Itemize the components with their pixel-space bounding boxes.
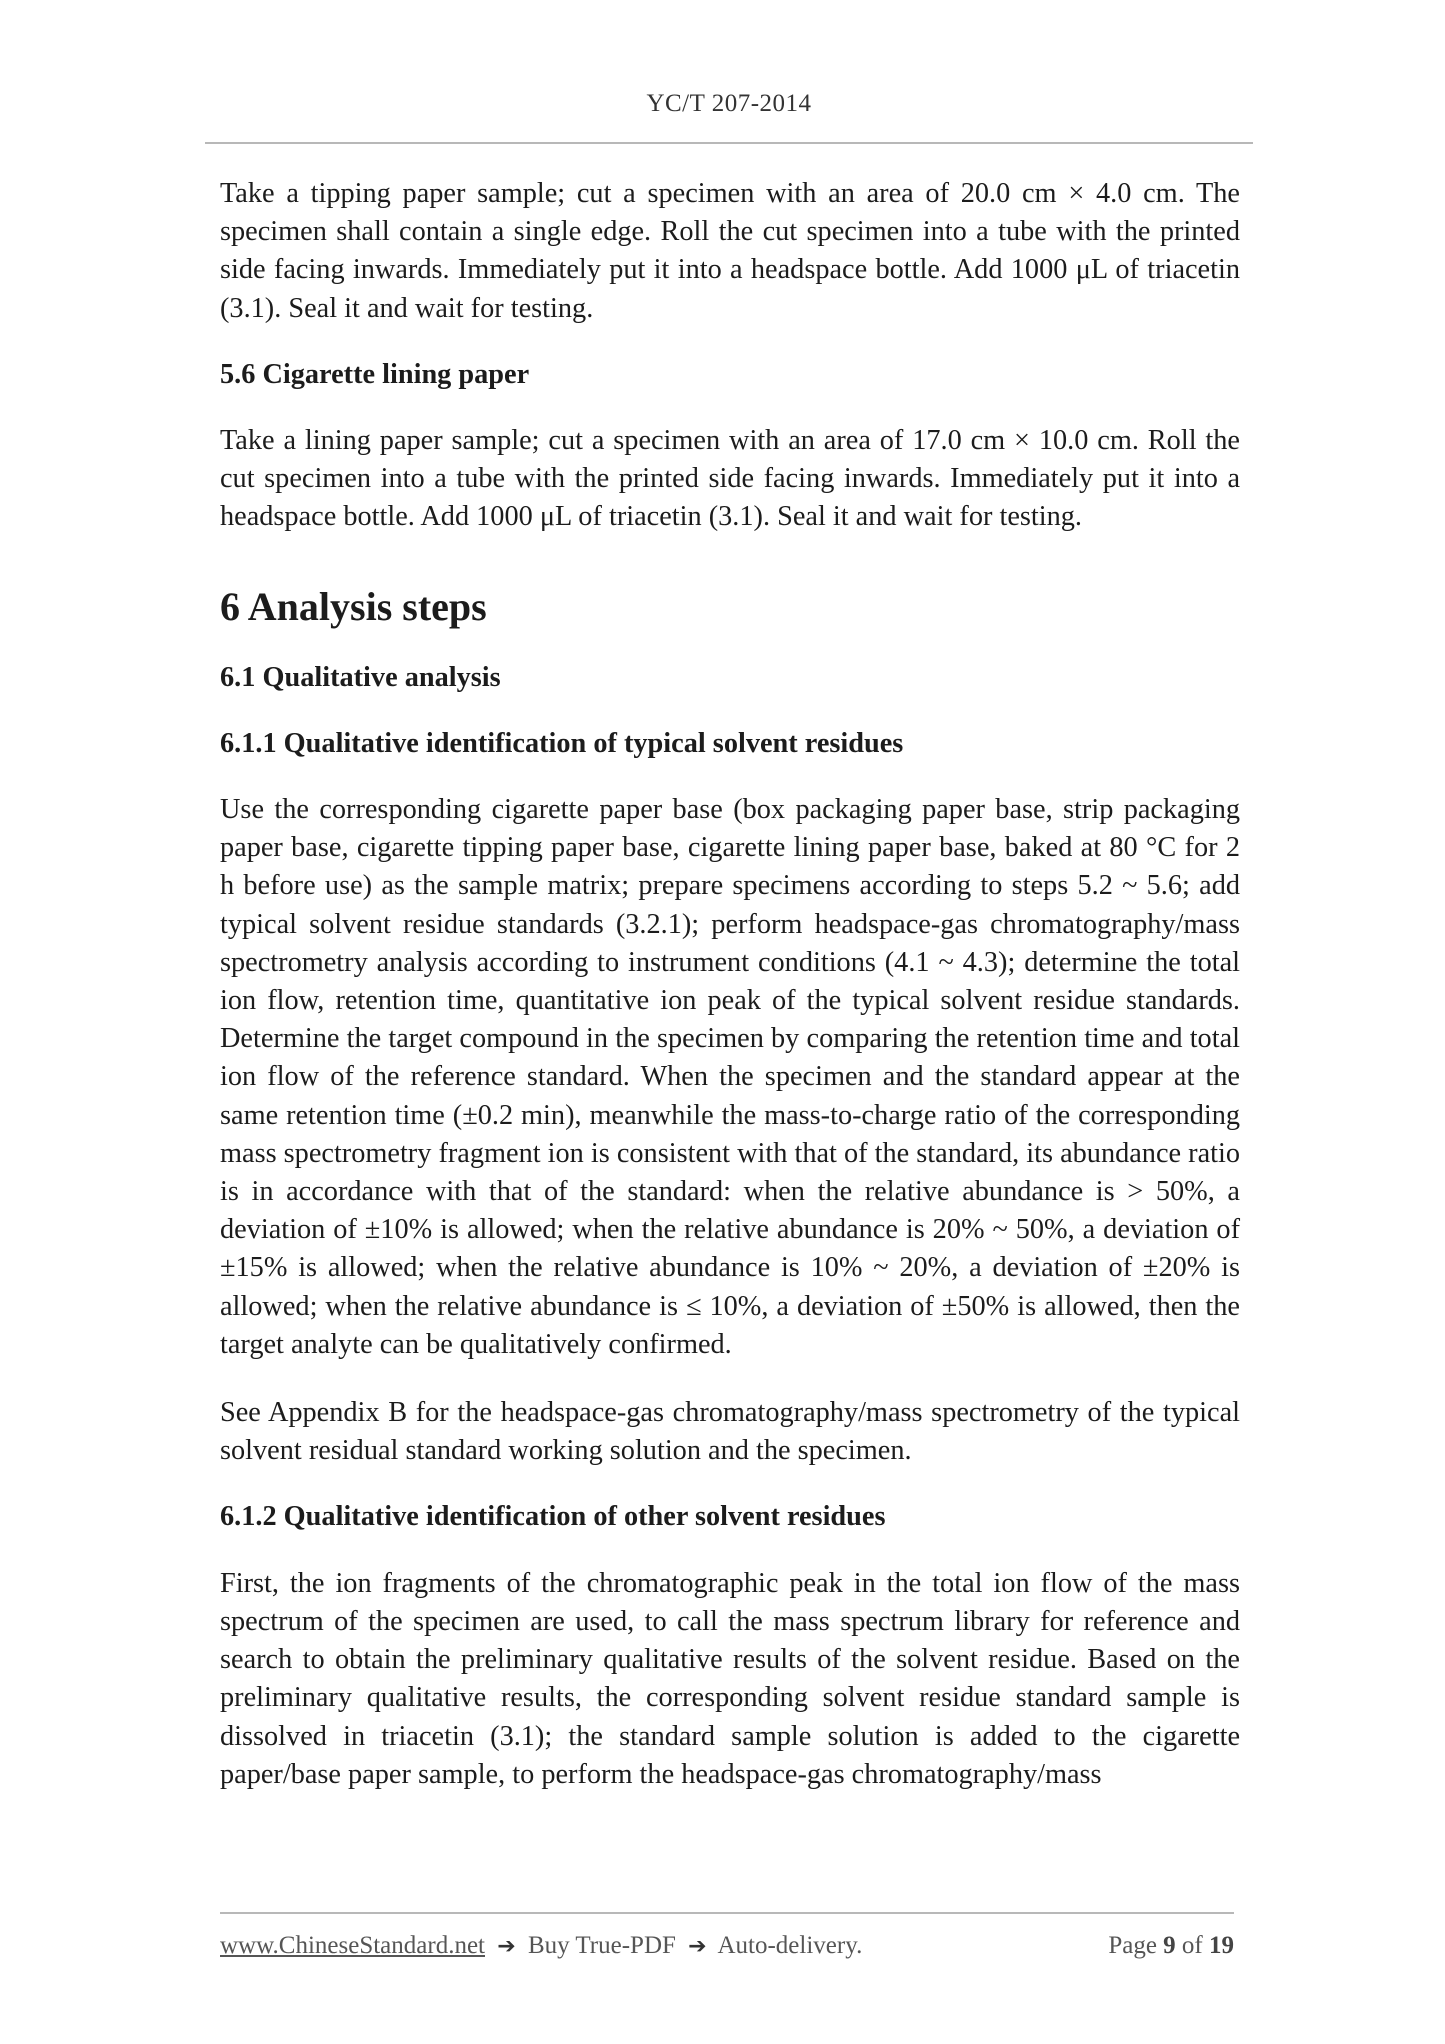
section-heading-5-6: 5.6 Cigarette lining paper: [220, 358, 530, 390]
page-number: [1108, 1932, 1234, 1960]
page-label: Page: [1108, 1932, 1157, 1959]
page-footer: [220, 1932, 1234, 1968]
document-body: [220, 175, 1240, 1794]
page-header: YC/T 207-2014: [646, 90, 812, 117]
right-arrow-icon: ➔: [497, 1934, 516, 1959]
delivery-text: Auto-delivery.: [717, 1932, 863, 1959]
page-total: 19: [1209, 1932, 1234, 1959]
paragraph-tipping-paper-prep: Take a tipping paper sample; cut a specimen with an area of 20.0 cm × 4.0 cm. The specimen shall contain a single edge. Roll the cut specimen into a tube with the printed side facing inwards. Immediately put it into a headspace bottle. Add 1000 μL of triacetin (3.1). Seal it and wait for testing.: [220, 178, 1240, 324]
site-link[interactable]: www.ChineseStandard.net: [220, 1932, 485, 1959]
footer-promo: [220, 1932, 862, 1960]
buy-text: Buy True-PDF: [527, 1932, 676, 1959]
paragraph-other-solvent-identification: First, the ion fragments of the chromatographic peak in the total ion flow of the mass spectrum of the specimen are used, to call the mass spectrum library for reference and search to obtain the preliminary qualitative results of the solvent residue. Based on the preliminary qualitative results, the corresponding solvent residue standard sample is dissolved in triacetin (3.1); the standard sample solution is added to the cigarette paper/base paper sample, to perform the headspace-gas chromatography/mass: [220, 1567, 1240, 1790]
page-of: of: [1181, 1932, 1203, 1959]
section-heading-6-1-1: 6.1.1 Qualitative identification of typical solvent residues: [220, 727, 904, 759]
paragraph-appendix-reference: See Appendix B for the headspace-gas chromatography/mass spectrometry of the typical solvent residual standard working solution and the specimen.: [220, 1397, 1240, 1467]
section-heading-6: 6 Analysis steps: [220, 583, 487, 629]
section-heading-6-1-2: 6.1.2 Qualitative identification of other solvent residues: [220, 1501, 886, 1533]
page-current: 9: [1163, 1932, 1176, 1959]
right-arrow-icon: ➔: [688, 1934, 707, 1959]
footer-divider: [220, 1912, 1234, 1914]
section-heading-6-1: 6.1 Qualitative analysis: [220, 661, 501, 693]
paragraph-typical-solvent-identification: Use the corresponding cigarette paper base (box packaging paper base, strip packaging paper base, cigarette tipping paper base, cigarette lining paper base, baked at 80 °C for 2 h before use) as the sample matrix; prepare specimens according to steps 5.2 ~ 5.6; add typical solvent residue standards (3.2.1); perform headspace-gas chromatography/mass spectrometry analysis according to instrument conditions (4.1 ~ 4.3); determine the total ion flow, retention time, quantitative ion peak of the typical solvent residue standards. Determine the target compound in the specimen by comparing the retention time and total ion flow of the reference standard. When the specimen and the standard appear at the same retention time (±0.2 min), meanwhile the mass-to-charge ratio of the corresponding mass spectrometry fragment ion is consistent with that of the standard, its abundance ratio is in accordance with that of the standard: when the relative abundance is > 50%, a deviation of ±10% is allowed; when the relative abundance is 20% ~ 50%, a deviation of ±15% is allowed; when the relative abundance is 10% ~ 20%, a deviation of ±20% is allowed; when the relative abundance is ≤ 10%, a deviation of ±50% is allowed, then the target analyte can be qualitatively confirmed.: [220, 794, 1241, 1360]
paragraph-lining-paper-prep: Take a lining paper sample; cut a specimen with an area of 17.0 cm × 10.0 cm. Roll the cut specimen into a tube with the printed side facing inwards. Immediately put it into a headspace bottle. Add 1000 μL of triacetin (3.1). Seal it and wait for testing.: [220, 425, 1240, 533]
header-divider: [205, 142, 1253, 144]
